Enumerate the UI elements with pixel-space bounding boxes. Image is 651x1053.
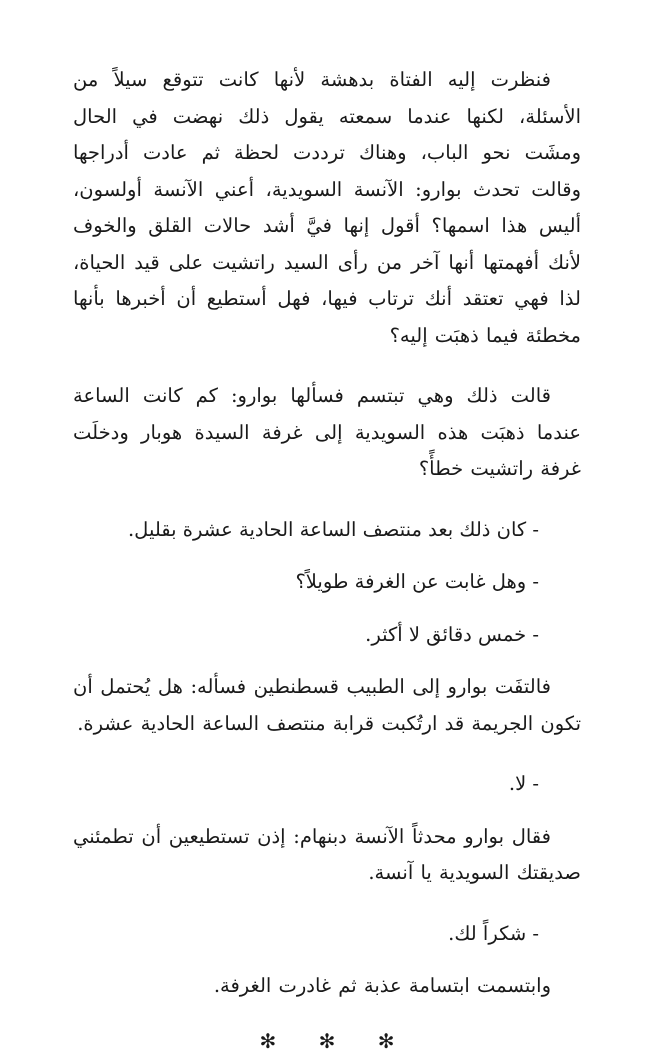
section-break-stars: ✻ ✻ ✻ [259, 1028, 413, 1053]
paragraph-1: فنظرت إليه الفتاة بدهشة لأنها كانت تتوقع سيلاً من الأسئلة، لكنها عندما سمعته يقول ذلك نهضت في الحال ومشَت نحو الباب، وهناك ترددت لحظة ثم عادت أدراجها وقالت تحدث بوارو: الآنسة السويدية، أعني الآنسة أولسون، أليس هذا اسمها؟ أقول إنها فيَّ أشد حالات القلق والخوف لأنك أفهمتها أنها آخر من رأى السيد راتشيت على قيد الحياة، لذا فهي تعتقد أنك ترتاب فيها، فهل أستطيع أن أخبرها بأنها مخطئة فيما ذهبَت إليه؟ [73, 68, 581, 347]
paragraph-4: فقال بوارو محدثاً الآنسة دبنهام: إذن تستطيعين أن تطمئني صديقتك السويدية يا آنسة. [73, 824, 581, 884]
dialog-line-3: - خمس دقائق لا أكثر. [365, 622, 539, 646]
dialog-line-5: - شكراً لك. [448, 921, 539, 945]
dialog-line-4: - لا. [508, 772, 539, 795]
dialog-line-1: - كان ذلك بعد منتصف الساعة الحادية عشرة بقليل. [127, 517, 539, 541]
book-page [73, 62, 581, 1053]
paragraph-3: فالتفَت بوارو إلى الطبيب قسطنطين فسأله: هل يُحتمل أن تكون الجريمة قد ارتُكبت قرابة منتصف الساعة الحادية عشرة. [73, 675, 581, 735]
dialog-line-2: - وهل غابت عن الغرفة طويلاً؟ [295, 570, 539, 593]
paragraph-5: وابتسمت ابتسامة عذبة ثم غادرت الغرفة. [213, 974, 551, 997]
paragraph-2: قالت ذلك وهي تبتسم فسألها بوارو: كم كانت الساعة عندما ذهبَت هذه السويدية إلى غرفة السيدة هوبار ودخلَت غرفة راتشيت خطأً؟ [73, 384, 581, 480]
